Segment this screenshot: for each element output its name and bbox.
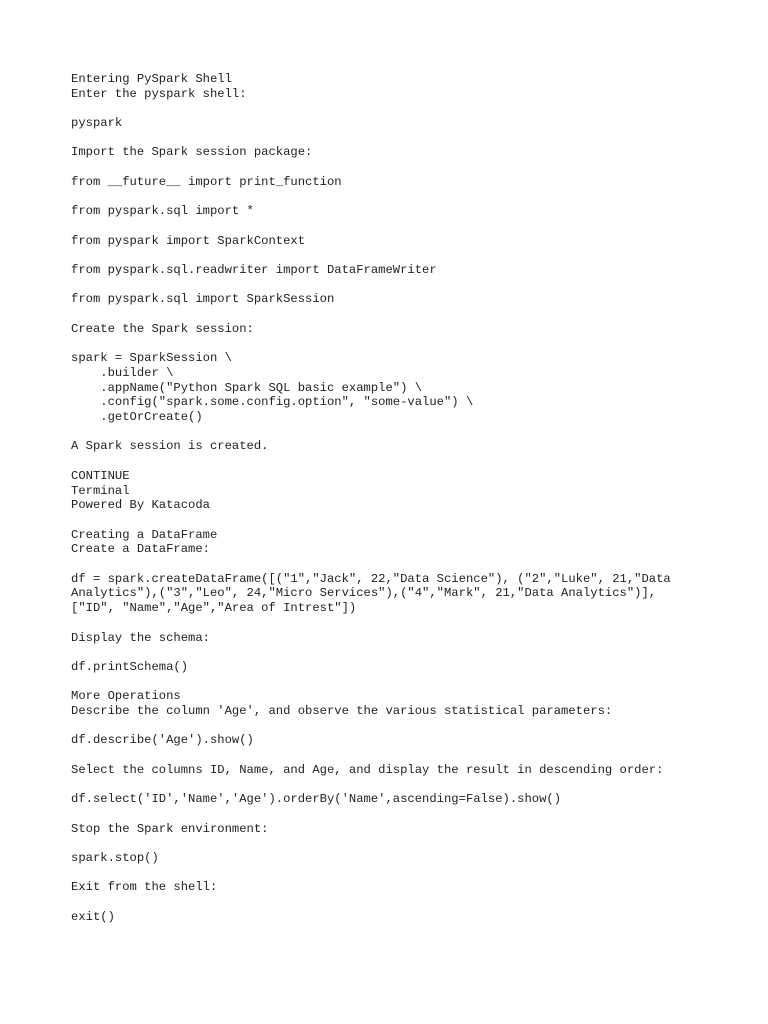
spacer xyxy=(71,557,751,572)
spacer xyxy=(71,866,751,881)
text-select-label: Select the columns ID, Name, and Age, and display the result in descending order: xyxy=(71,762,664,777)
text-create-dataframe: Create a DataFrame: xyxy=(71,542,210,557)
code-dataframe-line: ["ID", "Name","Age","Area of Intrest"]) xyxy=(71,601,357,616)
spacer xyxy=(71,675,751,690)
code-session-line: .getOrCreate() xyxy=(71,410,203,425)
code-session-line: spark = SparkSession \ xyxy=(71,351,232,366)
code-import-future: from __future__ import print_function xyxy=(71,174,342,189)
spacer xyxy=(71,337,751,352)
spacer xyxy=(71,190,751,205)
spacer xyxy=(71,748,751,763)
text-schema-label: Display the schema: xyxy=(71,630,210,645)
powered-by-label: Powered By Katacoda xyxy=(71,498,210,513)
spacer xyxy=(71,101,751,116)
spacer xyxy=(71,616,751,631)
code-dataframe-line: df = spark.createDataFrame([("1","Jack", 22,"Data Science"), ("2","Luke", 21,"Data xyxy=(71,571,671,586)
code-pyspark: pyspark xyxy=(71,116,123,131)
spacer xyxy=(71,777,751,792)
spacer xyxy=(71,425,751,440)
code-select: df.select('ID','Name','Age').orderBy('Name',ascending=False).show() xyxy=(71,792,562,807)
text-session-created: A Spark session is created. xyxy=(71,439,269,454)
spacer xyxy=(71,278,751,293)
spacer xyxy=(71,836,751,851)
section-title-more-operations: More Operations xyxy=(71,689,181,704)
code-import-dataframewriter: from pyspark.sql.readwriter import DataFrameWriter xyxy=(71,263,437,278)
code-exit: exit() xyxy=(71,909,115,924)
spacer xyxy=(71,645,751,660)
code-import-sql-star: from pyspark.sql import * xyxy=(71,204,254,219)
code-describe: df.describe('Age').show() xyxy=(71,733,254,748)
spacer xyxy=(71,131,751,146)
spacer xyxy=(71,719,751,734)
text-stop-label: Stop the Spark environment: xyxy=(71,821,269,836)
text-create-session-label: Create the Spark session: xyxy=(71,321,254,336)
text-exit-label: Exit from the shell: xyxy=(71,880,218,895)
code-stop: spark.stop() xyxy=(71,850,159,865)
terminal-label: Terminal xyxy=(71,483,130,498)
spacer xyxy=(71,513,751,528)
spacer xyxy=(71,307,751,322)
spacer xyxy=(71,219,751,234)
code-import-sparksession: from pyspark.sql import SparkSession xyxy=(71,292,335,307)
code-print-schema: df.printSchema() xyxy=(71,659,189,674)
code-session-line: .config("spark.some.config.option", "some-value") \ xyxy=(71,395,474,410)
spacer xyxy=(71,160,751,175)
text-import-label: Import the Spark session package: xyxy=(71,145,313,160)
section-title-entering-pyspark: Entering PySpark Shell xyxy=(71,72,232,86)
text-describe-label: Describe the column 'Age', and observe the various statistical parameters: xyxy=(71,703,613,718)
code-session-line: .appName("Python Spark SQL basic example") \ xyxy=(71,380,423,395)
spacer xyxy=(71,895,751,910)
section-title-creating-dataframe: Creating a DataFrame xyxy=(71,527,218,542)
continue-label: CONTINUE xyxy=(71,468,130,483)
spacer xyxy=(71,807,751,822)
code-import-sparkcontext: from pyspark import SparkContext xyxy=(71,233,306,248)
code-dataframe-line: Analytics"),("3","Leo", 24,"Micro Services"),("4","Mark", 21,"Data Analytics")], xyxy=(71,586,657,601)
text-enter-shell: Enter the pyspark shell: xyxy=(71,86,247,101)
document-page xyxy=(71,72,751,924)
spacer xyxy=(71,248,751,263)
code-session-line: .builder \ xyxy=(71,365,174,380)
spacer xyxy=(71,454,751,469)
